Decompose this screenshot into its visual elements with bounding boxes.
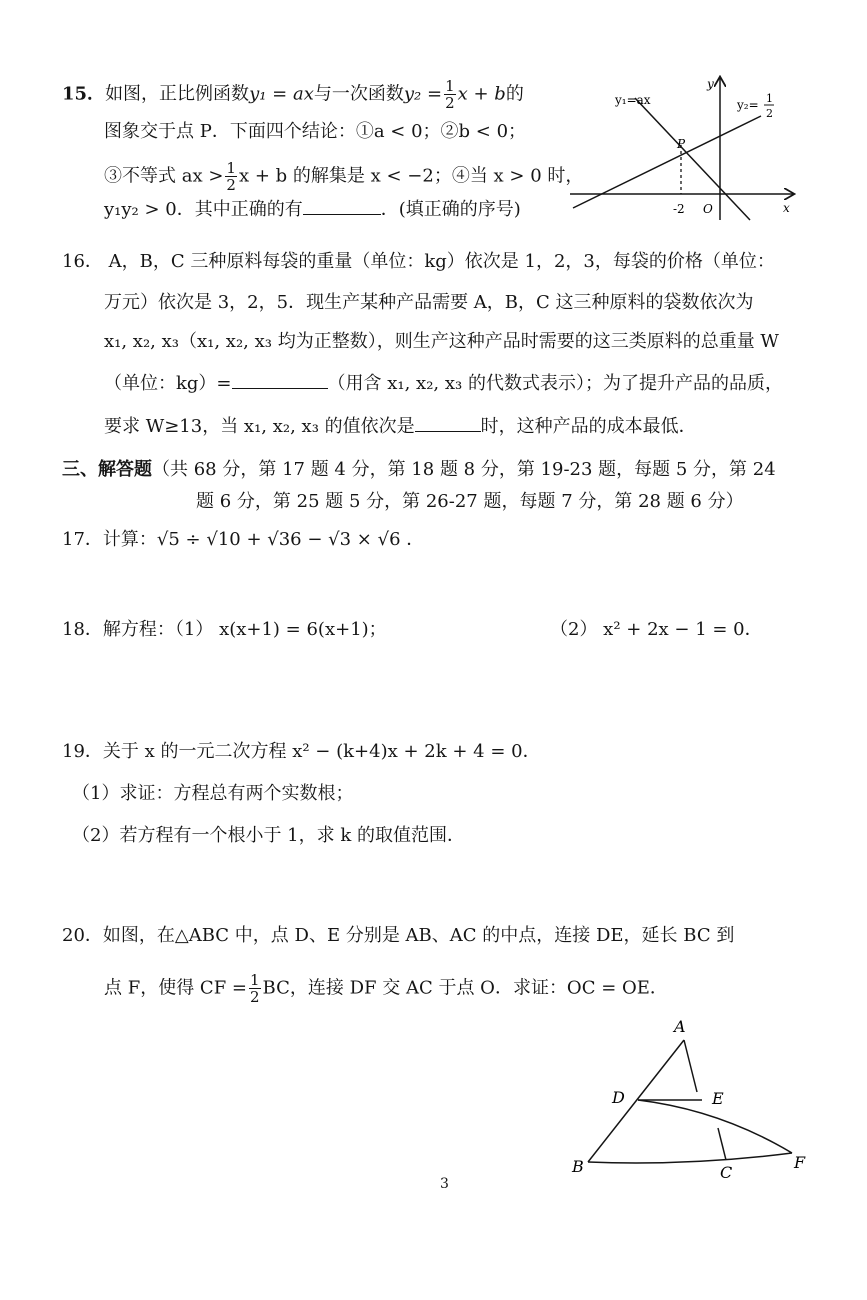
label-E: E bbox=[712, 1089, 724, 1108]
label-y2: y₂= bbox=[737, 98, 759, 112]
label-neg2: -2 bbox=[673, 202, 685, 216]
q15-graph bbox=[565, 68, 805, 228]
segment-AE bbox=[684, 1040, 697, 1092]
page-number: 3 bbox=[440, 1176, 449, 1192]
label-xaxis: x bbox=[783, 201, 790, 215]
svg-text:2: 2 bbox=[766, 107, 773, 120]
label-P: P bbox=[677, 137, 686, 151]
label-B: B bbox=[572, 1157, 584, 1176]
q19-line3: （2）若方程有一个根小于 1，求 k 的取值范围． bbox=[72, 825, 465, 846]
q20-line1: 20．如图，在△ABC 中，点 D、E 分别是 AB、AC 的中点，连接 DE，延长 BC 到 bbox=[62, 925, 735, 946]
q20-line2: 点 F，使得 CF = $\frac{1}{2}$ BC，连接 DF 交 AC 于点 O．求证：OC = OE． bbox=[104, 971, 668, 1006]
q16-line4: （单位：kg）= （用含 x₁, x₂, x₃ 的代数式表示）；为了提升产品的品质， bbox=[104, 373, 783, 394]
label-C: C bbox=[720, 1163, 733, 1182]
label-A: A bbox=[674, 1017, 686, 1036]
answer-blank[interactable] bbox=[303, 212, 381, 215]
label-yaxis: y bbox=[707, 77, 714, 91]
section3-header: 三、解答题（共 68 分，第 17 题 4 分，第 18 题 8 分，第 19-23 题，每题 5 分，第 24 bbox=[62, 459, 776, 480]
q18-part1: 18．解方程：（1） x(x+1) = 6(x+1)； bbox=[62, 619, 387, 640]
answer-blank[interactable] bbox=[232, 386, 328, 389]
q16-line3: x₁, x₂, x₃（x₁, x₂, x₃ 均为正整数），则生产这种产品时需要的这三类原料的总重量 W bbox=[104, 331, 779, 352]
label-D: D bbox=[612, 1088, 625, 1107]
line-y1 bbox=[635, 98, 750, 220]
answer-blank[interactable] bbox=[415, 429, 481, 432]
segment-OC bbox=[718, 1128, 726, 1160]
q18-part2: （2） x² + 2x − 1 = 0． bbox=[550, 619, 763, 640]
q20-triangle-figure bbox=[560, 1010, 820, 1185]
segment-AB bbox=[588, 1040, 684, 1162]
q15-line3: ③不等式 ax > $\frac{1}{2}$ x + b 的解集是 x < −2；④当 x > 0 时， bbox=[104, 159, 584, 194]
label-y1: y₁=ax bbox=[615, 93, 651, 107]
label-O: O bbox=[703, 202, 713, 216]
svg-text:1: 1 bbox=[766, 92, 773, 105]
section3-header-line2: 题 6 分，第 25 题 5 分，第 26-27 题，每题 7 分，第 28 题 6 分） bbox=[196, 491, 744, 512]
q20-fraction: $\frac{1}{2}$ bbox=[250, 971, 260, 1006]
q19-line1: 19．关于 x 的一元二次方程 x² − (k+4)x + 2k + 4 = 0． bbox=[62, 741, 541, 762]
segment-BF bbox=[588, 1153, 792, 1163]
q15-line2: 图象交于点 P．下面四个结论：①a < 0；②b < 0； bbox=[104, 121, 527, 142]
q16-line1: 16． A，B，C 三种原料每袋的重量（单位：kg）依次是 1，2，3，每袋的价格（单位： bbox=[62, 251, 775, 272]
q19-line2: （1）求证：方程总有两个实数根； bbox=[72, 783, 354, 804]
q15-fraction-2: $\frac{1}{2}$ bbox=[226, 159, 236, 194]
q15-line1: 15．如图，正比例函数y₁ = ax与一次函数y₂ = $\frac{1}{2}$ x + b的 bbox=[62, 77, 524, 112]
q16-line5: 要求 W≥13，当 x₁, x₂, x₃ 的值依次是 时，这种产品的成本最低． bbox=[104, 416, 697, 437]
q17: 17．计算：√5 ÷ √10 + √36 − √3 × √6 ． bbox=[62, 529, 425, 550]
label-F: F bbox=[794, 1153, 806, 1172]
q15-fraction: $\frac{1}{2}$ bbox=[445, 77, 455, 112]
q15-line4: y₁y₂ > 0．其中正确的有 ．(填正确的序号) bbox=[104, 199, 521, 220]
q16-line2: 万元）依次是 3，2，5．现生产某种产品需要 A，B，C 这三种原料的袋数依次为 bbox=[104, 292, 754, 313]
